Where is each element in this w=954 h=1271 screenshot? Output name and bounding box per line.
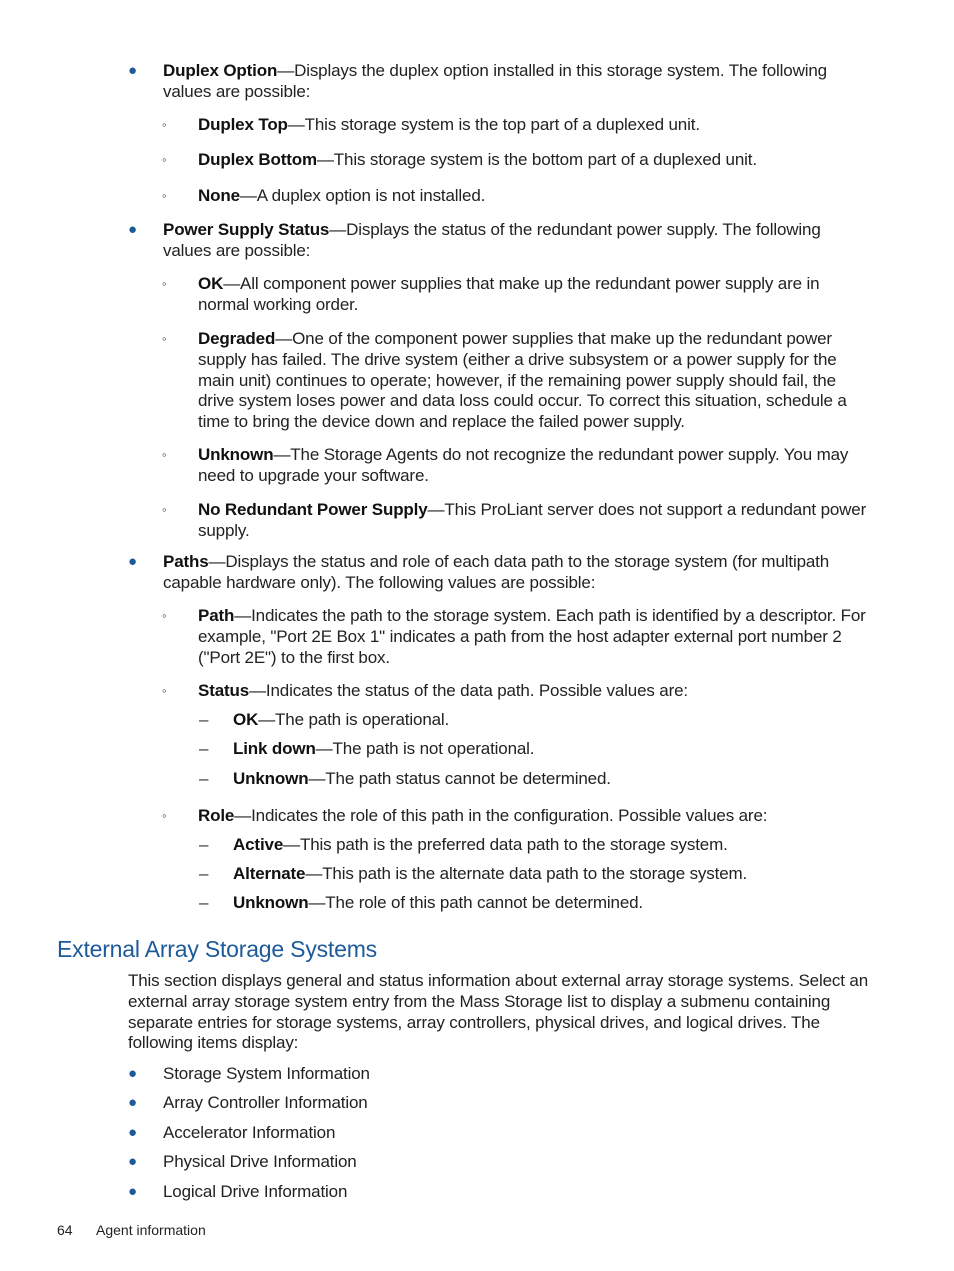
list-item: [198, 186, 873, 207]
term-description: —All component power supplies that make up the redundant power supply are in normal working order.: [198, 274, 820, 314]
circle-marker: ◦: [162, 331, 167, 346]
bullet-marker: ●: [128, 62, 138, 79]
dash-marker: –: [199, 710, 209, 729]
circle-marker: ◦: [162, 608, 167, 623]
list-item: [163, 220, 873, 262]
circle-marker: ◦: [162, 447, 167, 462]
footer-section-name: Agent information: [96, 1222, 206, 1238]
list-item: [198, 445, 873, 487]
term-description: —This ProLiant server does not support a redundant power supply.: [198, 500, 867, 540]
section-heading: External Array Storage Systems: [57, 936, 377, 962]
term-description: —Indicates the role of this path in the configuration. Possible values are:: [234, 806, 768, 825]
term-label: Unknown: [198, 445, 274, 464]
list-item: [198, 115, 873, 136]
bullet-marker: ●: [128, 1094, 138, 1111]
term-label: Link down: [233, 739, 316, 758]
dash-marker: –: [199, 864, 209, 883]
term-label: Duplex Top: [198, 115, 288, 134]
bullet-marker: ●: [128, 1065, 138, 1082]
bullet-marker: ●: [128, 1124, 138, 1141]
list-item: Physical Drive Information: [163, 1152, 357, 1171]
term-label: Alternate: [233, 864, 306, 883]
list-item: [233, 769, 873, 790]
term-label: Active: [233, 835, 284, 854]
term-description: —This path is the preferred data path to the storage system.: [283, 835, 728, 854]
list-item: Array Controller Information: [163, 1093, 368, 1112]
list-item: [233, 893, 873, 914]
dash-marker: –: [199, 835, 209, 854]
term-description: —The path is not operational.: [315, 739, 535, 758]
list-item: [233, 739, 873, 760]
term-label: None: [198, 186, 240, 205]
list-item: [163, 61, 873, 103]
list-item: [198, 681, 873, 702]
dash-marker: –: [199, 893, 209, 912]
list-item: [233, 710, 873, 731]
term-label: Role: [198, 806, 235, 825]
term-description: —The role of this path cannot be determined.: [308, 893, 643, 912]
term-description: —Indicates the path to the storage system. Each path is identified by a descriptor. For example, "Port 2E Box 1" indicates a path from the host adapter external port number 2 ("Port 2E") to the first box.: [198, 606, 866, 667]
bullet-marker: ●: [128, 1153, 138, 1170]
circle-marker: ◦: [162, 117, 167, 132]
term-label: Power Supply Status: [163, 220, 330, 239]
term-label: No Redundant Power Supply: [198, 500, 428, 519]
list-item: [198, 806, 873, 827]
term-label: Path: [198, 606, 235, 625]
term-description: —A duplex option is not installed.: [239, 186, 486, 205]
bullet-marker: ●: [128, 553, 138, 570]
term-description: —The Storage Agents do not recognize the redundant power supply. You may need to upgrade your software.: [198, 445, 849, 485]
term-description: —This storage system is the top part of a duplexed unit.: [287, 115, 700, 134]
page-number: 64: [57, 1222, 73, 1238]
term-label: OK: [233, 710, 259, 729]
circle-marker: ◦: [162, 276, 167, 291]
circle-marker: ◦: [162, 152, 167, 167]
term-description: —The path is operational.: [258, 710, 450, 729]
list-item: [233, 864, 873, 885]
term-label: Unknown: [233, 893, 309, 912]
section-intro: This section displays general and status information about external array storage systems. Select an external array storage system entry from the Mass Storage list to display a submenu containing separate entries for storage systems, array controllers, physical drives, and logical drives. The following items display:: [128, 971, 868, 1053]
list-item: Accelerator Information: [163, 1123, 336, 1142]
term-description: —This storage system is the bottom part of a duplexed unit.: [316, 150, 757, 169]
dash-marker: –: [199, 739, 209, 758]
circle-marker: ◦: [162, 188, 167, 203]
circle-marker: ◦: [162, 808, 167, 823]
term-label: OK: [198, 274, 224, 293]
list-item: [198, 150, 873, 171]
term-description: —This path is the alternate data path to the storage system.: [305, 864, 748, 883]
term-description: —Displays the status of the redundant power supply. The following values are possible:: [163, 220, 821, 260]
dash-marker: –: [199, 769, 209, 788]
list-item: [198, 500, 873, 542]
list-item: Logical Drive Information: [163, 1182, 348, 1201]
term-label: Degraded: [198, 329, 276, 348]
term-label: Duplex Option: [163, 61, 278, 80]
term-description: —One of the component power supplies that make up the redundant power supply has failed. The drive system (either a drive subsystem or a power supply for the main unit) continues to operate; however, if the remaining power supply should fail, the drive system loses power and data loss could occur. To correct this situation, schedule a time to bring the device down and replace the failed power supply.: [198, 329, 847, 432]
list-item: [198, 329, 873, 433]
term-label: Duplex Bottom: [198, 150, 317, 169]
term-description: —The path status cannot be determined.: [308, 769, 611, 788]
list-item: [198, 274, 873, 316]
term-description: —Displays the duplex option installed in this storage system. The following values are possible:: [163, 61, 827, 101]
circle-marker: ◦: [162, 683, 167, 698]
term-label: Status: [198, 681, 250, 700]
term-description: —Indicates the status of the data path. Possible values are:: [249, 681, 688, 700]
bullet-marker: ●: [128, 221, 138, 238]
circle-marker: ◦: [162, 502, 167, 517]
list-item: [163, 552, 873, 594]
term-label: Unknown: [233, 769, 309, 788]
bullet-marker: ●: [128, 1183, 138, 1200]
term-description: —Displays the status and role of each data path to the storage system (for multipath capable hardware only). The following values are possible:: [163, 552, 830, 592]
list-item: [198, 606, 873, 668]
term-label: Paths: [163, 552, 209, 571]
list-item: [233, 835, 873, 856]
list-item: Storage System Information: [163, 1064, 370, 1083]
